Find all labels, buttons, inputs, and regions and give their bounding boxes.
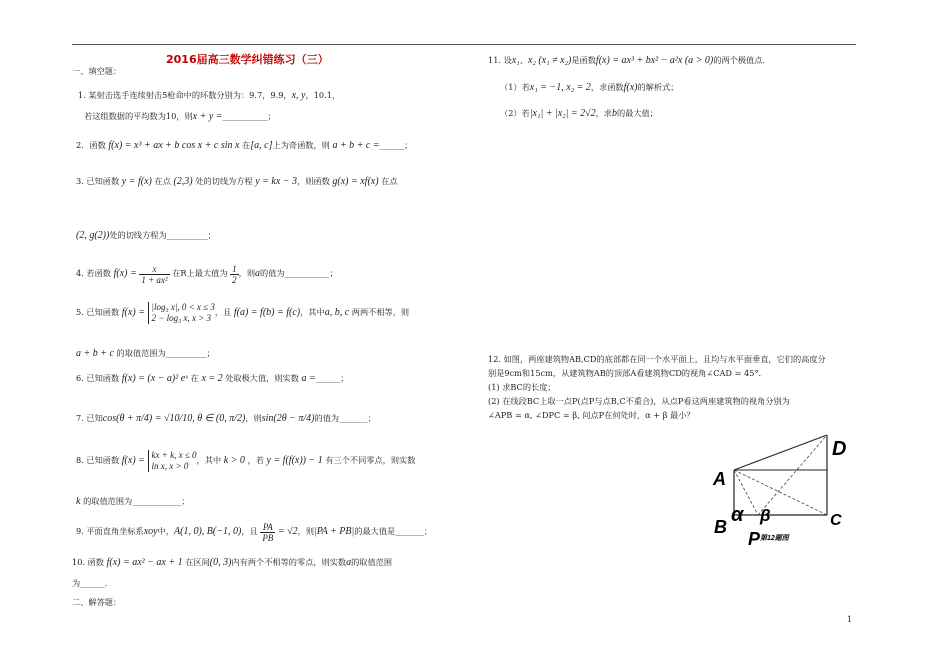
q2-blank: ______；: [379, 140, 413, 150]
question-7: [76, 413, 376, 424]
q3-point: (2,3): [173, 176, 193, 187]
q9-mid3: ，则: [297, 526, 315, 536]
q6-blank: ______；: [315, 373, 349, 383]
q1-blank: ___________；: [222, 111, 276, 121]
question-11-part1: [500, 82, 678, 93]
q11-x2: x₂ (x₁ ≠ x₂): [527, 55, 572, 66]
q11-function: f(x) = ax³ + bx² − a²x (a > 0): [595, 55, 714, 66]
q4-hn: 1: [232, 263, 237, 274]
line-pd: [758, 435, 827, 515]
question-11: [488, 55, 765, 66]
q11-x1: x₁: [511, 55, 520, 66]
q3-blank: __________；: [166, 230, 216, 240]
q6-at: x = 2: [201, 373, 223, 384]
q11-p2b: ，求: [595, 108, 612, 118]
q11-pre: 11. 设: [488, 55, 512, 65]
q3-tangent: y = kx − 3: [255, 176, 297, 187]
q11-post: 的两个极值点.: [713, 55, 765, 65]
q9-post: 的最大值是: [354, 526, 396, 536]
q4-tail: 的值为: [260, 268, 285, 278]
q10-tail: 的取值范围: [351, 557, 393, 567]
q11-p1f: f(x): [623, 82, 638, 93]
q7-blank: _______；: [339, 413, 376, 423]
q7-expr: sin(2θ − π/4): [261, 413, 315, 424]
q10-a: a: [346, 557, 352, 568]
q5-pre: 5. 已知函数: [76, 307, 120, 317]
question-3: [76, 176, 398, 187]
q11-p2v: b: [611, 108, 617, 119]
q3-function: y = f(x): [121, 176, 152, 187]
q10-line2: 为: [72, 578, 81, 588]
q3-point2: (2, g(2)): [76, 230, 110, 241]
q11-p1c: x₁ = −1, x₂ = 2: [529, 82, 591, 93]
q6-pre: 6. 已知函数: [76, 373, 120, 383]
q1-text: 1. 某射击选手连续射击5枪命中的环数分别为：9.7，9.9，: [78, 90, 292, 100]
question-2: [76, 140, 412, 151]
q11-p1d: 的解析式；: [637, 82, 679, 92]
q8-y: y = f(f(x)) − 1: [266, 455, 323, 466]
q9-xoy: xoy: [143, 526, 158, 537]
question-5: [76, 300, 409, 325]
question-6: [76, 373, 349, 384]
line-ad: [734, 435, 827, 470]
q5-post: ，其中: [300, 307, 325, 317]
q6-mid: 在: [190, 373, 199, 383]
q9-mid: 中，: [157, 526, 175, 536]
question-12-line3: (1) 求BC的长度；: [488, 382, 556, 392]
question-1-line2: [84, 111, 276, 122]
q2-ans: a + b + c =: [332, 140, 380, 151]
page-title: 2016届高三数学纠错练习（三）: [166, 53, 329, 66]
q5-cases: [148, 302, 215, 324]
q10-mid: 在区间: [185, 557, 210, 567]
q2-mid: 在: [242, 140, 251, 150]
q5-function: f(x) =: [121, 307, 145, 318]
q9-eq: = √2: [277, 526, 298, 537]
q11-mid: 是函数: [571, 55, 596, 65]
q11-p2c: |x₁| + |x₂| = 2√2: [529, 108, 596, 119]
q2-function: f(x) = x³ + ax + b cos x + c sin x: [108, 140, 240, 151]
q1-tail: ，10.1，: [305, 90, 341, 100]
label-alpha: α: [731, 504, 744, 526]
q4-pre: 4. 若函数: [76, 268, 111, 278]
q1-vars: x, y: [291, 90, 306, 101]
q4-mid: 在R上最大值为: [172, 268, 228, 278]
question-11-part2: [500, 108, 658, 119]
label-b: B: [714, 517, 727, 537]
q8-cases: [148, 450, 197, 472]
q11-p2a: （2）若: [500, 108, 530, 118]
buildings-figure: [700, 425, 860, 550]
question-10: [72, 557, 392, 568]
q11-p2d: 的最大值；: [616, 108, 658, 118]
q8-function: f(x) =: [121, 455, 145, 466]
q11-sep: 、: [519, 55, 528, 65]
q8-mid: ，其中: [196, 455, 222, 465]
q9-points: A(1, 0), B(−1, 0): [174, 526, 242, 537]
q10-pre: 10. 函数: [72, 557, 104, 567]
q3-pre: 3. 已知函数: [76, 176, 120, 186]
q11-p1a: （1）若: [500, 82, 530, 92]
q5-tail: 两两不相等，则: [351, 307, 410, 317]
question-12-line5: ∠APB = α, ∠DPC = β, 问点P在何处时，α + β 最小？: [488, 410, 695, 420]
label-c: C: [830, 512, 842, 529]
q8-k: k > 0: [223, 455, 245, 466]
q8-post: 有三个不同零点，则实数: [325, 455, 416, 465]
section-fill-in: 一、填空题：: [72, 66, 122, 76]
q4-post: ，则: [238, 268, 256, 278]
q9-fd: PB: [262, 532, 274, 543]
label-a: A: [713, 469, 726, 489]
question-4: [76, 262, 338, 285]
q8-tail2: 的取值范围为: [83, 496, 133, 506]
q2-post: 上为奇函数，则: [272, 140, 330, 150]
q10-function: f(x) = ax² − ax + 1: [106, 557, 183, 568]
q9-mid2: ，且: [241, 526, 258, 536]
q4-hd: 2: [232, 274, 237, 285]
question-5-line2: [76, 348, 215, 359]
q6-function: f(x) = (x − a)² eˣ: [121, 373, 189, 384]
q1-expr: x + y =: [192, 111, 223, 122]
label-beta: β: [760, 506, 771, 525]
q3-g: g(x) = xf(x): [332, 176, 379, 187]
q8-k2: k: [76, 496, 81, 507]
q5-case1: |log₃ x|, 0 < x ≤ 3: [151, 302, 215, 312]
q3-mid3: ，则函数: [297, 176, 330, 186]
q8-mid2: ，若: [247, 455, 264, 465]
q9-fn: PA: [260, 522, 275, 533]
section-answer: 二、解答题：: [72, 597, 122, 607]
question-9: [76, 520, 432, 543]
q7-condition: cos(θ + π/4) = √10/10, θ ∈ (0, π/2): [102, 413, 246, 424]
q5-tail2: 的取值范围为: [116, 348, 166, 358]
q7-pre: 7. 已知: [76, 413, 103, 423]
q8-blank: ____________；: [132, 496, 190, 506]
label-p: P: [748, 529, 761, 549]
q10-blank: ______.: [80, 578, 108, 588]
q8-pre: 8. 已知函数: [76, 455, 120, 465]
q11-p1b: ，求函数: [590, 82, 624, 92]
q3-mid4: 在点: [381, 176, 398, 186]
q8-case2: ln x, x > 0: [151, 461, 189, 471]
q6-ans: a =: [301, 373, 316, 384]
q5-eq: f(a) = f(b) = f(c): [233, 307, 301, 318]
q9-fraction: [260, 522, 275, 543]
question-12-line1: 12. 如图，两座建筑物AB,CD的底部都在同一个水平面上，且均与水平面垂直，它们的高度分: [488, 354, 826, 364]
q10-post: 内有两个不相等的零点，则实数: [231, 557, 347, 567]
q6-post: 处取极大值，则实数: [225, 373, 299, 383]
question-10-line2: [72, 578, 107, 589]
header-rule: [72, 44, 856, 45]
question-12-line4: (2) 在线段BC上取一点P(点P与点B,C不重合)，从点P看这两座建筑物的视角分别为: [488, 396, 790, 406]
q5-case2: 2 − log₃ x, x > 3: [151, 313, 212, 323]
q9-pre: 9. 平面直角坐标系: [76, 526, 144, 536]
page-number: 1: [847, 615, 853, 624]
q2-pre: 2．函数: [76, 140, 106, 150]
q4-a: a: [255, 268, 261, 279]
q3-tail: 处的切线方程为: [109, 230, 167, 240]
question-12-line2: 别是9cm和15cm，从建筑物AB的顶部A看建筑物CD的视角∠CAD = 45°.: [488, 368, 762, 378]
label-d: D: [832, 438, 847, 460]
q4-function: f(x) =: [113, 268, 137, 279]
question-1: [78, 90, 340, 101]
line-ac: [734, 470, 827, 515]
figure-caption: 第12题图: [760, 535, 789, 542]
q8-case1: kx + k, x ≤ 0: [151, 450, 197, 460]
question-8: [76, 448, 415, 473]
q5-mid: ，且: [214, 307, 232, 317]
q4-blank: ___________；: [284, 268, 338, 278]
q5-sum: a + b + c: [76, 348, 114, 359]
q9-expr: |PA + PB|: [314, 526, 355, 537]
q3-mid1: 在点: [154, 176, 171, 186]
q1-line2-text: 若这组数据的平均数为10，则: [84, 111, 193, 121]
q3-mid2: 处的切线为方程: [195, 176, 253, 186]
q7-post: 的值为: [314, 413, 340, 423]
q4-fraction: [139, 264, 169, 285]
q5-abc: a, b, c: [324, 307, 350, 318]
q5-blank: __________；: [165, 348, 215, 358]
q9-blank: _______；: [395, 526, 433, 536]
q4-num: x: [139, 264, 169, 275]
q4-den: 1 + ax²: [141, 274, 168, 285]
q2-interval: [a, c]: [250, 140, 273, 151]
question-3-line2: [76, 230, 216, 241]
q10-interval: (0, 3): [209, 557, 232, 568]
q4-half: [230, 264, 239, 285]
question-8-line2: [76, 496, 190, 507]
q7-mid: ，则: [245, 413, 262, 423]
